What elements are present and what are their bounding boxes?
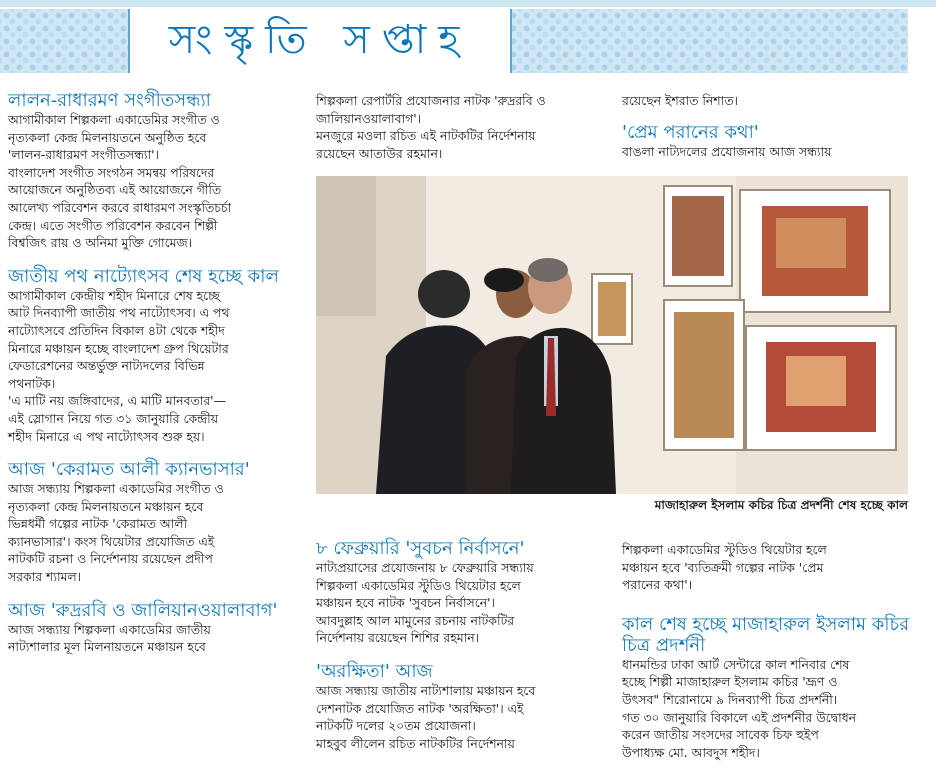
article-line: করেন জাতীয় সংসদের সাবেক চিফ হুইপ (622, 727, 819, 743)
article-line: মনজুরে মওলা রচিত এই নাটকটির নির্দেশনায় (316, 128, 536, 144)
article-line: আট দিনব্যাপী জাতীয় পথ নাট্যোৎসব। এ পথ (8, 305, 230, 321)
article-line: গত ৩০ জানুয়ারি বিকালে এই প্রদর্শনীর উদ্বোধন (622, 709, 857, 725)
article-line: নাট্যোৎসবে প্রতিদিন বিকাল ৪টা থেকে শহীদ (8, 322, 225, 338)
article-line: আলেখ্য পরিবেশন করবে রাধারমণ সংস্কৃতিচর্চা (8, 199, 232, 215)
article-line: এই স্লোগান নিয়ে গত ৩১ জানুয়ারি কেন্দ্রীয় (8, 410, 219, 426)
article-line: নৃত্যকলা কেন্দ্র মিলনায়তনে মঞ্চায়ন হবে (8, 498, 204, 514)
article-keramat (8, 459, 300, 586)
article-line: নাটকটি রচনা ও নির্দেশনায় রয়েছেন প্রদীপ (8, 551, 213, 567)
article-line: উৎসব" শিরোনামে ৯ দিনব্যাপী চিত্র প্রদর্শনী। (622, 691, 838, 707)
article-line: ক্যানভাসার'। কংস থিয়েটার প্রযোজিত এই (8, 533, 215, 549)
column-3-bottom (622, 541, 912, 775)
top-strip (0, 0, 936, 7)
article-line: রয়েছেন ইশরাত নিশাত। (622, 93, 738, 108)
article-line: আজ সন্ধ্যায় জাতীয় নাট্যশালায় মঞ্চায়ন হবে (316, 682, 536, 698)
article-heading: ৮ ফেব্রুয়ারি 'সুবচন নির্বাসনে' (316, 538, 525, 559)
article-line: বাংলাদেশ সংগীত সংগঠন সমন্বয় পরিষদের (8, 164, 215, 180)
article-line: সরকার শ্যামল। (8, 569, 82, 585)
article-line: 'লালন-রাধারমণ সংগীতসন্ধ্যা'। (8, 147, 159, 163)
article-line: আয়োজনে অনুষ্ঠিতব্য এই আয়োজনে গীতি (8, 182, 222, 198)
article-line: মঞ্চায়ন হবে নাটক 'সুবচন নির্বাসনে'। (316, 595, 495, 611)
article-line: শিল্পকলা একাডেমির স্টুডিও থিয়েটার হলে (622, 542, 827, 557)
article-line: আজ সন্ধ্যায় শিল্পকলা একাডেমির জাতীয় (8, 621, 211, 637)
article-line: হচ্ছে শিল্পী মাজাহারুল ইসলাম কচির 'ভ্রূণ ও (622, 674, 838, 690)
article-line: শিল্পকলা রেপার্টরি প্রযোজনার নাটক 'রুদ্ররবি ও (316, 93, 546, 108)
article-line: মঞ্চায়ন হবে 'ব্যতিক্রমী গল্পের নাটক 'প্রেম (622, 559, 824, 575)
article-line: নাটকটি দলের ২০তম প্রযোজনা। (316, 718, 476, 734)
photo-caption: মাজাহারুল ইসলাম কচির চিত্র প্রদর্শনী শেষ হচ্ছে কাল (654, 498, 908, 512)
article-line: পরানের কথা'। (622, 577, 693, 593)
article-line: বাঙলা নাট্যদলের প্রযোজনায় আজ সন্ধ্যায় (622, 143, 832, 159)
column-3-top (622, 92, 912, 160)
article-line: আজ সন্ধ্যায় শিল্পকলা একাডেমির সংগীত ও (8, 481, 224, 497)
exhibition-photo (316, 176, 908, 494)
article-line: নাট্যপ্রয়াসের প্রযোজনায় ৮ ফেব্রুয়ারি সন্ধ্যায় (316, 560, 534, 575)
article-heading: 'প্রেম পরানের কথা' (622, 121, 759, 143)
article-street-theatre (8, 266, 300, 445)
article-line: শহীদ মিনারে এ পথ নাট্যোৎসব শুরু হয়। (8, 428, 205, 444)
article-line: আগামীকাল কেন্দ্রীয় শহীদ মিনারে শেষ হচ্ছে (8, 287, 220, 303)
article-subochon (316, 538, 612, 647)
article-lalon (8, 90, 300, 252)
article-rudrarobi (8, 600, 300, 656)
article-line: নির্দেশনায় রয়েছেন শিশির রহমান। (316, 630, 480, 646)
article-heading: আজ 'কেরামত আলী ক্যানভাসার' (8, 459, 250, 481)
article-orokkhita (316, 661, 612, 752)
article-heading: 'অরক্ষিতা' আজ (316, 660, 433, 682)
article-line: ধানমন্ডির ঢাকা আর্ট সেন্টারে কাল শনিবার শেষ (622, 656, 850, 672)
article-line: রয়েছেন আতাউর রহমান। (316, 145, 443, 161)
article-line: নাট্যশালার মূল মিলনায়তনে মঞ্চায়ন হবে (8, 639, 206, 655)
column-1 (8, 90, 300, 670)
article-heading: লালন-রাধারমণ সংগীতসন্ধ্যা (8, 90, 211, 111)
section-title-text: সংস্কৃতি সপ্তাহ (168, 16, 472, 63)
article-heading: আজ 'রুদ্ররবি ও জালিয়ানওয়ালাবাগ' (8, 599, 278, 621)
article-line: পথনাটক। (8, 375, 56, 391)
article-line: মাহবুব লীলেন রচিত নাটকটির নির্দেশনায় (316, 735, 515, 751)
article-line: দেশনাটক প্রযোজিত নাটক 'অরক্ষিতা'। এই (316, 700, 524, 716)
article-exhibition (622, 614, 912, 762)
article-line: কেন্দ্র। এতে সংগীত পরিবেশন করবেন শিল্পী (8, 217, 218, 233)
article-line: মিনারে মঞ্চায়ন হচ্ছে বাংলাদেশ গ্রুপ থিয়েটার (8, 340, 229, 356)
section-title (128, 9, 512, 73)
article-line: নৃত্যকলা কেন্দ্র মিলনায়তনে অনুষ্ঠিত হবে (8, 129, 207, 145)
article-line: আবদুল্লাহ আল মামুনের রচনায় নাটকটির (316, 612, 515, 628)
article-line: ভিন্নধর্মী গল্পের নাটক 'কেরামত আলী (8, 516, 188, 532)
article-line: আগামীকাল শিল্পকলা একাডেমির সংগীত ও (8, 112, 220, 127)
article-line: 'এ মাটি নয় জঙ্গিবাদের, এ মাটি মানবতার'— (8, 393, 226, 409)
article-line: ফেডারেশনের অন্তর্ভুক্ত নাট্যদলের বিভিন্ন (8, 358, 205, 374)
column-2-top (316, 92, 612, 162)
article-line: বিশ্বজিৎ রায় ও অনিমা মুক্তি গোমেজ। (8, 235, 193, 251)
article-prem-poraner-cont (622, 541, 912, 594)
article-heading: কাল শেষ হচ্ছে মাজাহারুল ইসলাম কচির চিত্র প্রদর্শনী (622, 613, 910, 656)
article-line: শিল্পকলা একাডেমির স্টুডিও থিয়েটার হলে (316, 577, 521, 593)
column-2-bottom (316, 538, 612, 766)
article-line: উপাধ্যক্ষ মো. আবদুস শহীদ। (622, 744, 760, 760)
exhibition-photo-illustration (316, 176, 908, 494)
article-heading: জাতীয় পথ নাট্যোৎসব শেষ হচ্ছে কাল (8, 265, 279, 287)
article-line: জালিয়ানওয়ালাবাগ'। (316, 110, 422, 126)
